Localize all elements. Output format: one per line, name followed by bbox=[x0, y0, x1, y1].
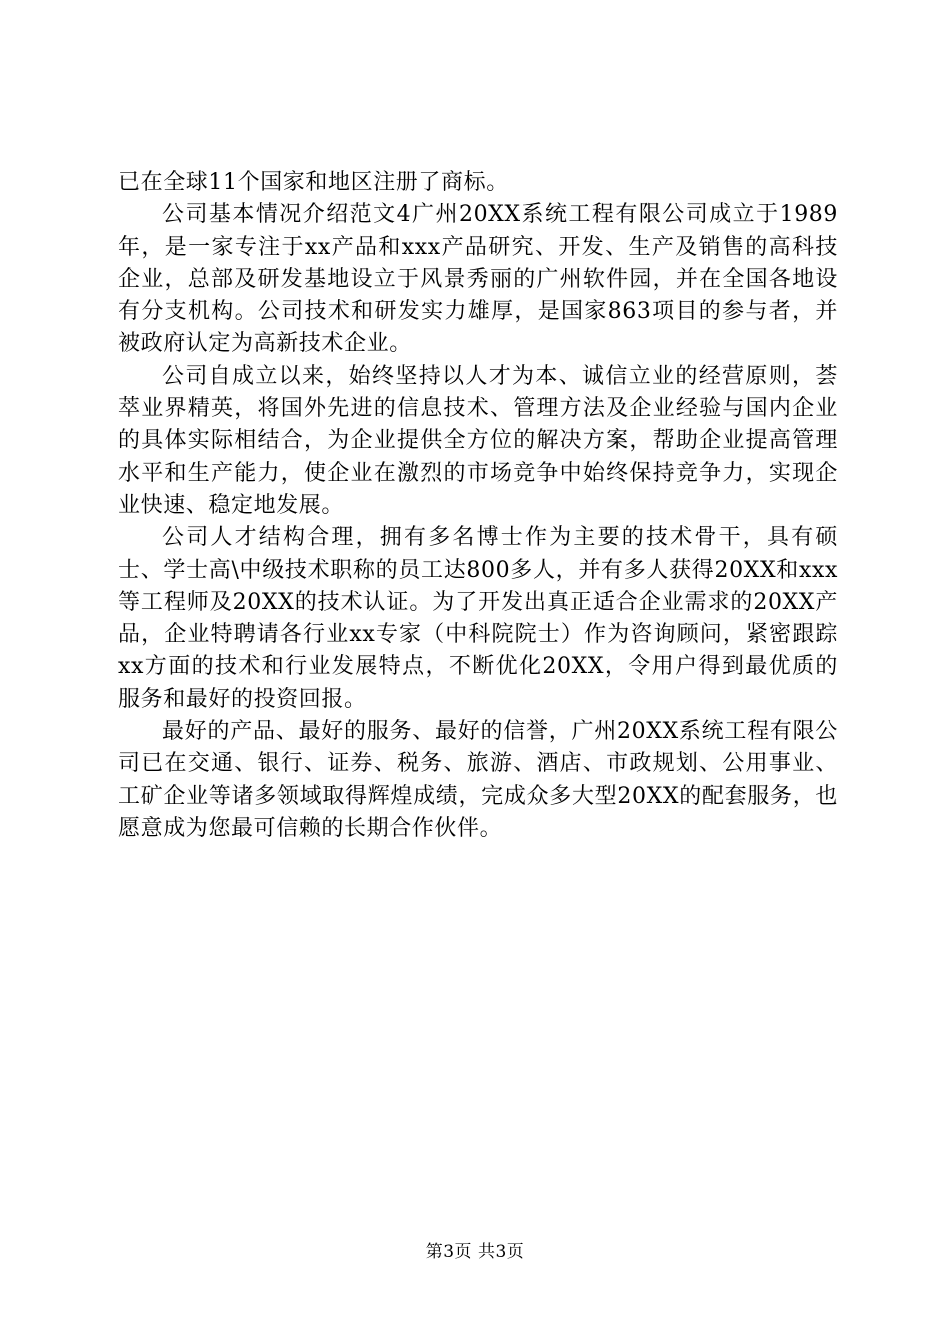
paragraph-company-intro: 公司基本情况介绍范文4广州20XX系统工程有限公司成立于1989年，是一家专注于xx产品和xxx产品研究、开发、生产及销售的高科技企业，总部及研发基地设立于风景秀丽的广州软件园，并在全国各地设有分支机构。公司技术和研发实力雄厚，是国家863项目的参与者，并被政府认定为高新技术企业。 bbox=[118, 202, 838, 357]
page-number-footer: 第3页 共3页 bbox=[425, 1242, 525, 1262]
body-text bbox=[118, 167, 838, 845]
paragraph-continuation: 已在全球11个国家和地区注册了商标。 bbox=[118, 170, 509, 195]
paragraph-talent-structure: 公司人才结构合理，拥有多名博士作为主要的技术骨干，具有硕士、学士高\中级技术职称的员工达800多人，并有多人获得20XX和xxx等工程师及20XX的技术认证。为了开发出真正适合企业需求的20XX产品，企业特聘请各行业xx专家（中科院院士）作为咨询顾问，紧密跟踪xx方面的技术和行业发展特点，不断优化20XX，令用户得到最优质的服务和最好的投资回报。 bbox=[118, 525, 838, 712]
paragraph-achievements: 最好的产品、最好的服务、最好的信誉，广州20XX系统工程有限公司已在交通、银行、证券、税务、旅游、酒店、市政规划、公用事业、工矿企业等诸多领域取得辉煌成绩，完成众多大型20XX的配套服务，也愿意成为您最可信赖的长期合作伙伴。 bbox=[118, 719, 838, 841]
paragraph-business-principles: 公司自成立以来，始终坚持以人才为本、诚信立业的经营原则，荟萃业界精英，将国外先进的信息技术、管理方法及企业经验与国内企业的具体实际相结合，为企业提供全方位的解决方案，帮助企业提高管理水平和生产能力，使企业在激烈的市场竞争中始终保持竞争力，实现企业快速、稳定地发展。 bbox=[118, 363, 838, 518]
